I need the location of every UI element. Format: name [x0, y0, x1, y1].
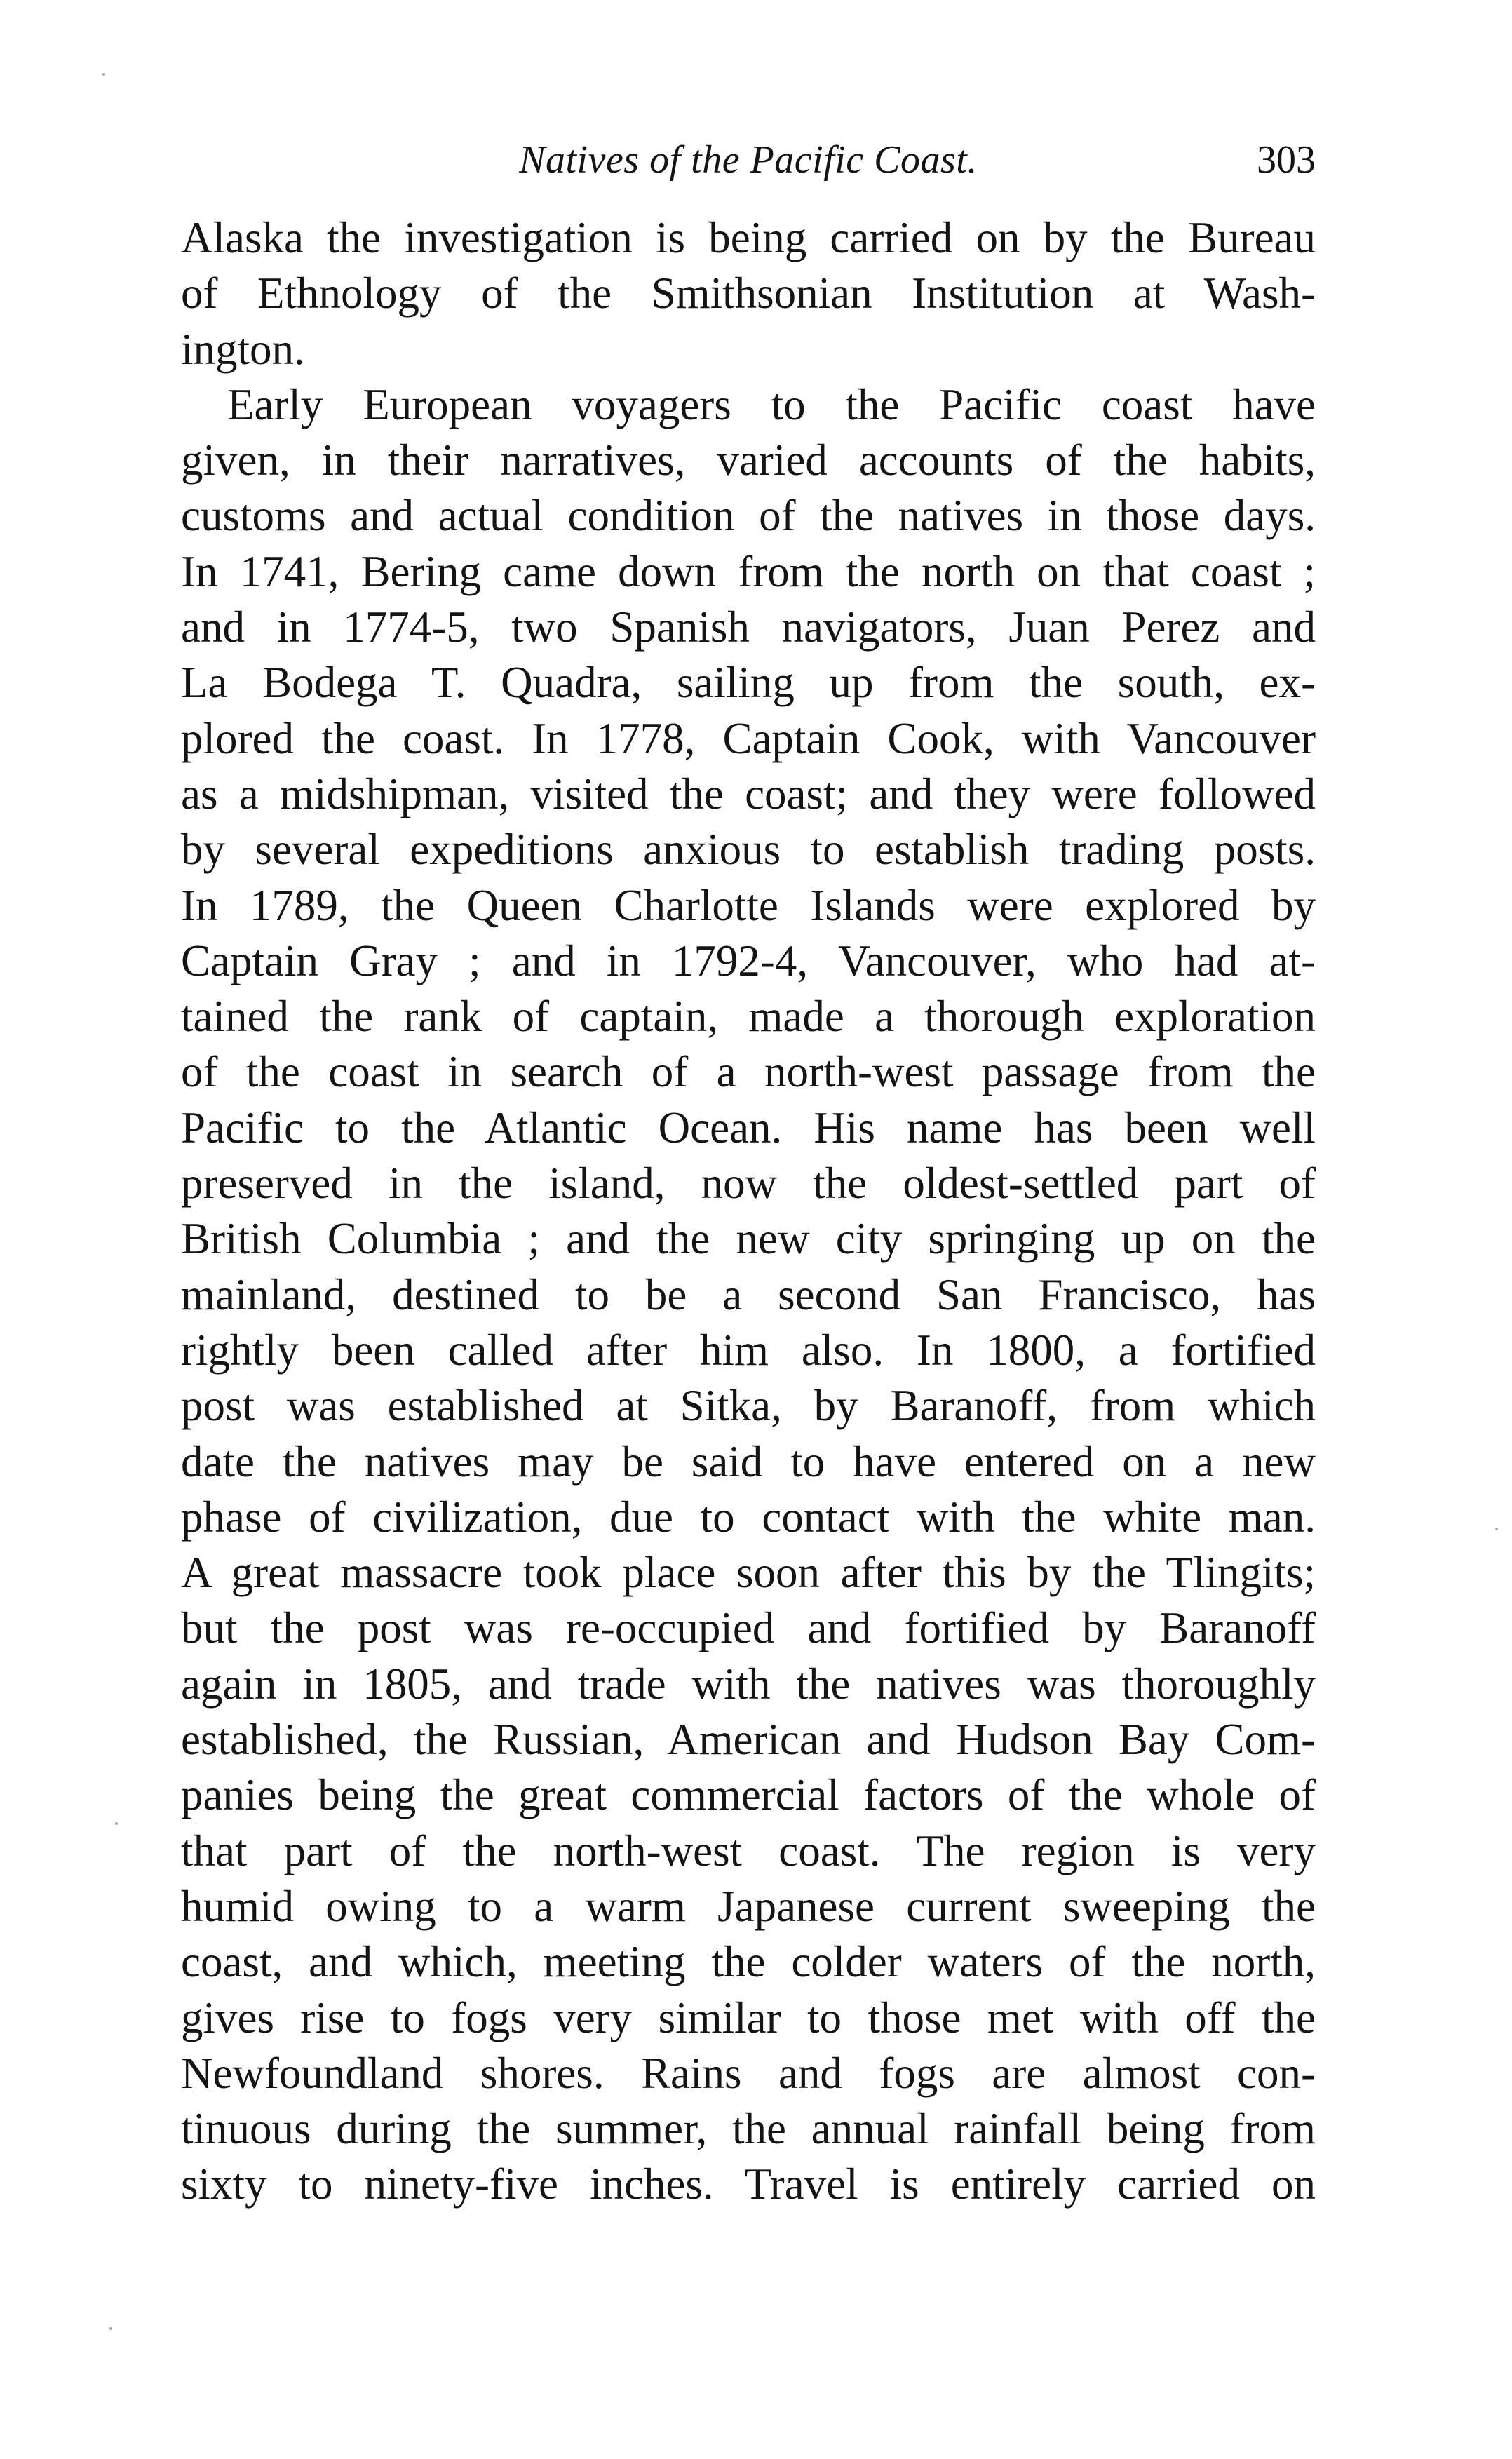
text-line: but the post was re-occupied and fortified by Baranoff: [181, 1603, 1316, 1653]
text-line: again in 1805, and trade with the natives was thoroughly: [181, 1659, 1316, 1709]
text-line: post was established at Sitka, by Baranoff, from which: [181, 1381, 1316, 1431]
text-line: of the coast in search of a north-west passage from the: [181, 1047, 1316, 1097]
text-line: of Ethnology of the Smithsonian Institution at Wash-: [181, 269, 1316, 318]
text-line: Newfoundland shores. Rains and fogs are almost con-: [181, 2048, 1316, 2098]
text-line: La Bodega T. Quadra, sailing up from the south, ex-: [181, 658, 1316, 708]
text-line: In 1741, Bering came down from the north on that coast ;: [181, 546, 1316, 596]
text-line: and in 1774-5, two Spanish navigators, Juan Perez and: [181, 602, 1316, 652]
text-line: date the natives may be said to have entered on a new: [181, 1436, 1316, 1486]
text-line: ington.: [181, 324, 305, 374]
scan-speck: [1495, 1528, 1498, 1530]
scan-speck: [109, 2327, 112, 2330]
text-line: preserved in the island, now the oldest-settled part of: [181, 1159, 1316, 1208]
text-line: coast, and which, meeting the colder waters of the north,: [181, 1937, 1316, 1987]
text-line: In 1789, the Queen Charlotte Islands were explored by: [181, 880, 1316, 930]
text-line: customs and actual condition of the natives in those days.: [181, 491, 1316, 541]
text-line: panies being the great commercial factors of the whole of: [181, 1770, 1316, 1820]
text-line: rightly been called after him also. In 1800, a fortified: [181, 1325, 1316, 1375]
text-line: A great massacre took place soon after this by the Tlingits;: [181, 1548, 1316, 1598]
scan-speck: [102, 73, 105, 76]
text-line: that part of the north-west coast. The region is very: [181, 1826, 1316, 1875]
text-line: established, the Russian, American and Hudson Bay Com-: [181, 1715, 1316, 1765]
text-line: by several expeditions anxious to establish trading posts.: [181, 825, 1316, 875]
text-line: humid owing to a warm Japanese current sweeping the: [181, 1881, 1316, 1931]
text-line: tinuous during the summer, the annual rainfall being from: [181, 2104, 1316, 2154]
text-line: phase of civilization, due to contact with the white man.: [181, 1492, 1316, 1542]
scan-speck: [115, 1822, 118, 1825]
text-line: Pacific to the Atlantic Ocean. His name has been well: [181, 1103, 1316, 1152]
text-line: as a midshipman, visited the coast; and they were followed: [181, 769, 1316, 818]
running-title: Natives of the Pacific Coast.: [519, 138, 978, 182]
text-line: gives rise to fogs very similar to those met with off the: [181, 1993, 1316, 2042]
text-line: plored the coast. In 1778, Captain Cook, with Vancouver: [181, 713, 1316, 763]
body-text: [181, 210, 1316, 2213]
text-line: tained the rank of captain, made a thorough exploration: [181, 992, 1316, 1042]
paragraph-first-line: Early European voyagers to the Pacific coast have: [227, 379, 1316, 429]
page-number: 303: [1257, 138, 1316, 182]
text-line: sixty to ninety-five inches. Travel is entirely carried on: [181, 2160, 1316, 2209]
text-line: given, in their narratives, varied accounts of the habits,: [181, 436, 1316, 485]
text-line: Captain Gray ; and in 1792-4, Vancouver, who had at-: [181, 936, 1316, 985]
text-line: mainland, destined to be a second San Francisco, has: [181, 1269, 1316, 1319]
running-head: [181, 132, 1316, 188]
text-line: Alaska the investigation is being carried on by the Bureau: [181, 213, 1316, 262]
text-line: British Columbia ; and the new city springing up on the: [181, 1214, 1316, 1264]
